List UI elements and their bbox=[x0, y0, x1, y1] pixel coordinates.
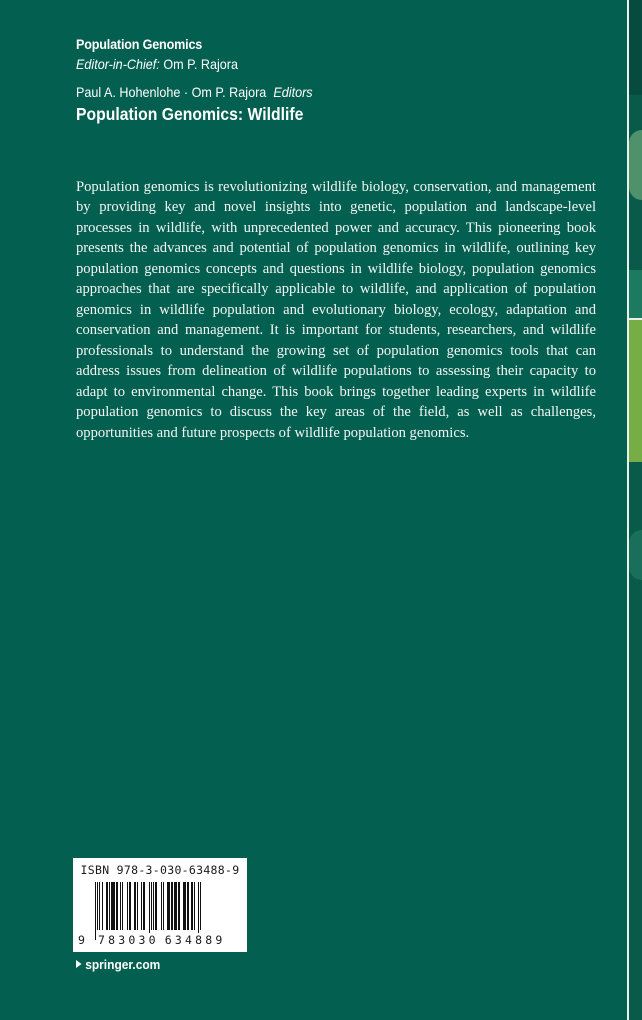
barcode-bar bbox=[143, 882, 145, 930]
barcode-bar bbox=[163, 882, 164, 930]
barcode-bar bbox=[174, 882, 177, 930]
barcode-bar bbox=[141, 882, 142, 930]
editor-in-chief-label: Editor-in-Chief: bbox=[76, 56, 160, 72]
barcode-bar bbox=[109, 882, 110, 930]
spine-divider bbox=[629, 318, 642, 320]
spine-decorative-circle bbox=[629, 130, 642, 200]
barcode-bar bbox=[194, 882, 195, 930]
editors-names: Paul A. Hohenlohe · Om P. Rajora bbox=[76, 84, 267, 100]
barcode-bar bbox=[191, 882, 192, 930]
barcode-bars bbox=[95, 882, 237, 940]
editors-label: Editors bbox=[273, 84, 313, 100]
barcode-bar bbox=[116, 882, 118, 930]
series-title: Population Genomics bbox=[76, 36, 203, 52]
spine-dark-band bbox=[629, 0, 642, 95]
barcode-bar bbox=[120, 882, 121, 930]
barcode-bar bbox=[198, 882, 199, 940]
barcode-bar bbox=[155, 882, 157, 930]
book-editors bbox=[76, 84, 313, 100]
barcode-bar bbox=[178, 882, 180, 930]
barcode-bar bbox=[102, 882, 103, 930]
barcode-bar bbox=[151, 882, 152, 930]
barcode-bar bbox=[95, 882, 96, 940]
barcode-group-1: 783030 bbox=[98, 933, 159, 947]
book-description: Population genomics is revolutionizing wildlife biology, conservation, and management by providing key and novel insights into genetic, population and landscape-level processes in wildlife, with unprecedented power and accuracy. This pioneering book presents the advances and potential of population genomics in wildlife, outlining key population genomics concepts and questions in wildlife biology, population genomics approaches that are specifically applicable to wildlife, and application of population genomics in wildlife population and evolutionary biology, ecology, adaptation and conservation and management. It is important for students, researchers, and wildlife professionals to understand the growing set of population genomics tools that can address issues from delineation of wildlife populations to assessing their capacity to adapt to environmental change. This book brings together leading experts in wildlife population genomics to discuss the key areas of the field, as well as challenges, opportunities and future prospects of wildlife population genomics. bbox=[76, 178, 596, 441]
book-title: Population Genomics: Wildlife bbox=[76, 104, 304, 124]
publisher-url: springer.com bbox=[85, 957, 161, 972]
barcode-bar bbox=[137, 882, 138, 930]
spine-green-band bbox=[629, 320, 642, 462]
publisher-link[interactable] bbox=[76, 957, 160, 972]
barcode-bar bbox=[153, 882, 154, 930]
isbn-barcode bbox=[73, 858, 247, 952]
editor-in-chief-name: Om P. Rajora bbox=[163, 56, 239, 72]
barcode-bar bbox=[97, 882, 98, 930]
barcode-bar bbox=[127, 882, 128, 930]
barcode-bar bbox=[129, 882, 131, 930]
barcode-lead-digit: 9 bbox=[78, 933, 85, 947]
barcode-bar bbox=[134, 882, 135, 930]
barcode-bar bbox=[183, 882, 186, 930]
barcode-bar bbox=[149, 882, 150, 940]
barcode-bar bbox=[187, 882, 189, 930]
barcode-bar bbox=[161, 882, 162, 930]
barcode-bar bbox=[171, 882, 173, 930]
barcode-bar bbox=[200, 882, 201, 930]
barcode-bar bbox=[106, 882, 108, 930]
barcode-bar bbox=[167, 882, 169, 930]
barcode-digits bbox=[78, 933, 242, 947]
editor-in-chief bbox=[76, 56, 238, 72]
barcode-group-2: 634889 bbox=[164, 933, 226, 947]
barcode-bar bbox=[99, 882, 100, 930]
barcode-bar bbox=[111, 882, 114, 930]
play-arrow-icon bbox=[76, 960, 82, 968]
spine-lower-decoration bbox=[629, 530, 642, 580]
spine-tint-band bbox=[629, 270, 642, 320]
isbn-label: ISBN 978-3-030-63488-9 bbox=[80, 863, 240, 877]
spine-fold-line bbox=[627, 0, 629, 1020]
barcode-bar bbox=[122, 882, 123, 930]
